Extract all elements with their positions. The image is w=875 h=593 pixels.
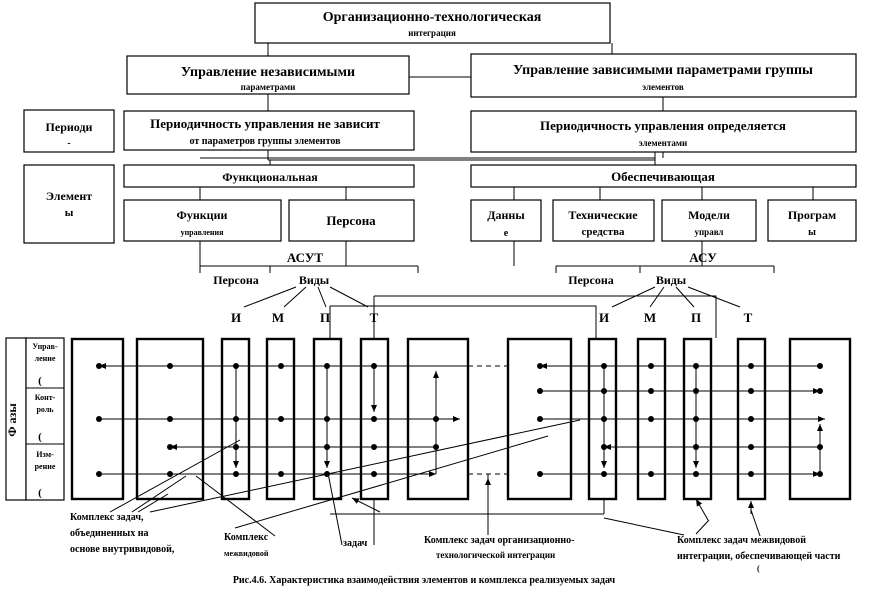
letter-m-left: М [271,310,285,325]
elements-label-line1: Элемент [45,189,93,203]
functional-label: Функциональная [222,170,318,184]
letter-i-left: И [230,310,242,325]
asu-kinds-lines [612,287,740,307]
connector-lines [200,187,813,200]
note2-line2: межвидовой [224,549,269,558]
dependent-line2: элементов [642,82,684,92]
elements-label-line2: ы [64,207,74,219]
independent-line1: Управление независимыми [180,65,356,80]
phase1-line2: ление [34,354,56,363]
letter-m-right: М [643,310,657,325]
phase3-line1: Изм- [36,450,54,459]
independent-line2: параметрами [240,82,296,92]
note4-line2: технологической интеграции [436,550,556,560]
data-line1: Данны [487,208,525,222]
phase2-line2: роль [36,405,54,414]
periodicity-independent-line2: от параметров группы элементов [189,136,341,147]
note1-line1: Комплекс задач, [70,512,144,523]
asut-label: АСУТ [286,250,324,265]
periodicity-label-line2: - [67,138,71,149]
supporting-label: Обеспечивающая [611,169,715,184]
note5-line3: ( [757,564,760,573]
tech-line2: средства [581,226,625,238]
letter-p-left: П [319,310,331,325]
letter-t-right: Т [743,310,753,325]
title-line2: интеграция [408,28,456,38]
note5-line1: Комплекс задач межвидовой [677,535,807,546]
models-line2: управл [694,227,724,237]
functions-line1: Функции [176,208,228,222]
phase2-line1: Конт- [34,393,56,402]
asut-personnel: Персона [213,273,259,287]
letter-t-left: Т [369,310,379,325]
programs-line2: ы [808,227,816,238]
phase3-line3: ( [38,487,42,499]
periodicity-dependent-line1: Периодичность управления определяется [540,118,786,133]
phases-label: Ф азы [5,403,19,437]
periodicity-independent-line1: Периодичность управления не зависит [150,116,380,131]
title-line1: Организационно-технологическая [322,10,542,25]
periodicity-dependent-line2: элементами [638,138,688,148]
letter-i-right: И [598,310,610,325]
periodicity-label-line1: Периоди [45,120,93,134]
elements-label-box [24,165,114,243]
note5-line2: интеграции, обеспечивающей части [677,551,841,562]
note3: задач [343,538,368,549]
phase1-line3: ( [38,375,42,387]
phase2-line3: ( [38,431,42,443]
programs-line1: Програм [787,208,837,222]
figure-caption: Рис.4.6. Характеристика взаимодействия элементов и комплекса реализуемых задач [232,575,616,586]
tech-line1: Технические [568,208,638,222]
phase1-line1: Управ- [32,342,58,351]
note2-line1: Комплекс [224,532,269,543]
personnel-label: Персона [326,213,376,228]
asut-kinds: Виды [298,273,330,287]
asu-label: АСУ [689,250,717,265]
note4-line1: Комплекс задач организационно- [424,535,575,546]
data-line2: е [503,228,509,239]
asu-personnel: Персона [568,273,614,287]
dependent-line1: Управление зависимыми параметрами группы [513,63,813,78]
note1-line2: объединенных на [70,528,149,539]
note1-line3: основе внутривидовой, [70,544,175,555]
phase3-line2: рение [34,462,56,471]
integration-lines [330,296,716,338]
asu-kinds: Виды [655,273,687,287]
asut-kinds-lines [244,287,368,307]
annotation-arrow [696,499,708,520]
models-line1: Модели [688,208,730,222]
letter-p-right: П [690,310,702,325]
asu-bracket [514,241,774,273]
functions-line2: управления [180,228,224,237]
